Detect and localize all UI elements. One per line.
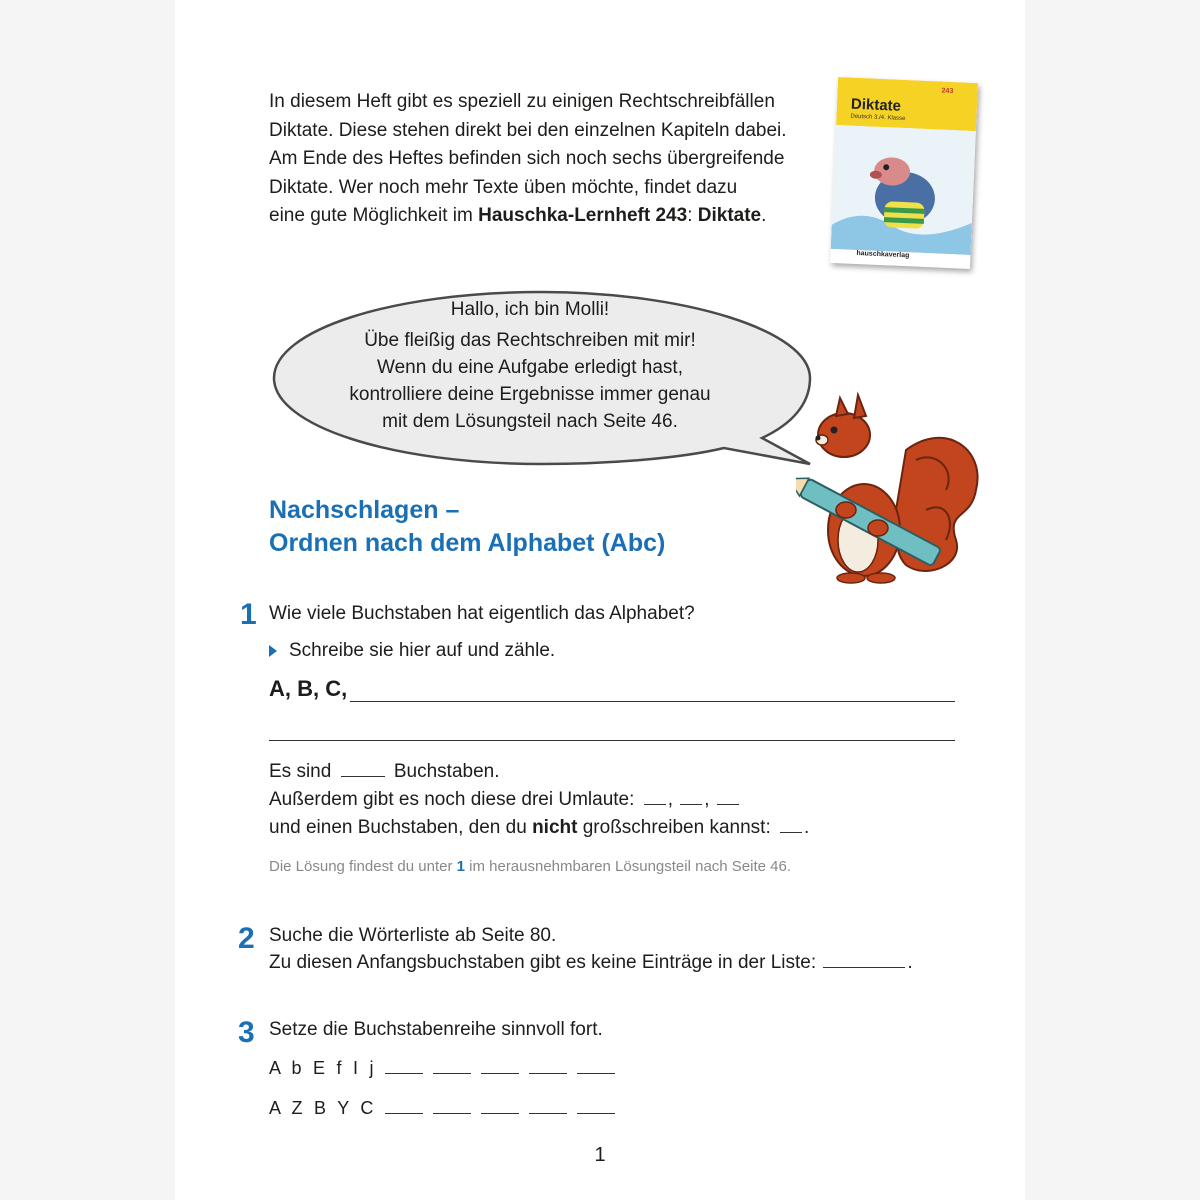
- alphabet-prefill: A, B, C,: [269, 676, 348, 701]
- sequence-blank[interactable]: [481, 1059, 519, 1074]
- sequence-blank[interactable]: [577, 1099, 615, 1114]
- umlaut-blank[interactable]: [717, 790, 739, 805]
- count-blank[interactable]: [341, 762, 385, 777]
- sentence-text: Es sind: [269, 761, 332, 782]
- sentence-text: Außerdem gibt es noch diese drei Umlaute:: [269, 789, 635, 810]
- solution-hint: [269, 858, 791, 875]
- task-number: 3: [238, 1016, 255, 1049]
- sequence-letters: A b E f I j: [269, 1058, 375, 1078]
- task-question: Setze die Buchstabenreihe sinnvoll fort.: [269, 1019, 603, 1040]
- book-subtitle: Deutsch 3./4. Klasse: [850, 113, 906, 123]
- hint-text: Die Lösung findest du unter: [269, 858, 457, 875]
- intro-paragraph: [269, 88, 829, 231]
- task-line: Zu diesen Anfangsbuchstaben gibt es keine Einträge in der Liste: .: [269, 952, 913, 973]
- count-sentence: [269, 758, 500, 785]
- sequence-blank[interactable]: [529, 1099, 567, 1114]
- task-number: 2: [238, 922, 255, 955]
- task-question: [269, 922, 913, 976]
- book-reference: Hauschka-Lernheft 243: [478, 205, 688, 226]
- sentence-text: Buchstaben.: [393, 761, 500, 782]
- hint-number: 1: [456, 858, 465, 875]
- bubble-line: Übe fleißig das Rechtschreiben mit mir!: [364, 330, 696, 351]
- umlaut-sentence: Außerdem gibt es noch diese drei Umlaute: , ,: [269, 786, 741, 813]
- bubble-line: mit dem Lösungsteil nach Seite 46.: [382, 411, 678, 432]
- task-number: 1: [240, 598, 257, 631]
- arrow-icon: [269, 645, 277, 657]
- sequence-blank[interactable]: [481, 1099, 519, 1114]
- intro-text: .: [761, 205, 767, 226]
- intro-text: :: [687, 205, 698, 226]
- instruction-text: Schreibe sie hier auf und zähle.: [289, 640, 556, 661]
- umlaut-blank[interactable]: [680, 790, 702, 805]
- intro-line: [269, 202, 829, 231]
- bubble-line: Hallo, ich bin Molli!: [450, 299, 610, 320]
- intro-line: Diktate. Diese stehen direkt bei den einzelnen Kapiteln dabei.: [269, 119, 787, 141]
- sequence-blank[interactable]: [433, 1099, 471, 1114]
- letter-sequence: [269, 1098, 625, 1119]
- hint-text: im herausnehmbaren Lösungsteil nach Seite 46.: [464, 858, 792, 875]
- sequence-blank[interactable]: [385, 1099, 423, 1114]
- letter-blank[interactable]: [780, 818, 802, 833]
- capital-sentence: und einen Buchstaben, den du nicht großschreiben kannst: .: [269, 817, 810, 838]
- bubble-line: kontrolliere deine Ergebnisse immer genau: [349, 384, 711, 405]
- sequence-blank[interactable]: [433, 1059, 471, 1074]
- sequence-blank[interactable]: [385, 1059, 423, 1074]
- hedgehog-illustration: [831, 125, 976, 255]
- book-cover: [830, 77, 978, 269]
- sentence-text: und einen Buchstaben, den du: [269, 817, 533, 838]
- intro-line: In diesem Heft gibt es speziell zu einigen Rechtschreibfällen: [269, 91, 775, 112]
- heading-line: Nachschlagen –: [269, 496, 460, 524]
- speech-bubble-text: [330, 296, 730, 435]
- page-number: 1: [594, 1144, 606, 1166]
- answer-line[interactable]: [350, 701, 955, 702]
- umlaut-blank[interactable]: [644, 790, 666, 805]
- answer-line[interactable]: [269, 740, 955, 741]
- heading-line: Ordnen nach dem Alphabet (Abc): [269, 529, 666, 557]
- section-heading: [269, 494, 665, 560]
- publisher-logo: hauschkaverlag: [856, 250, 910, 260]
- sequence-blank[interactable]: [529, 1059, 567, 1074]
- sequence-letters: A Z B Y C: [269, 1098, 374, 1118]
- bubble-line: Wenn du eine Aufgabe erledigt hast,: [377, 357, 683, 378]
- sentence-text: großschreiben kannst:: [577, 817, 771, 838]
- sequence-blank[interactable]: [577, 1059, 615, 1074]
- emphasis-text: nicht: [532, 817, 578, 838]
- squirrel-illustration: [796, 390, 986, 585]
- letters-blank[interactable]: [823, 953, 905, 968]
- task-line: Suche die Wörterliste ab Seite 80.: [269, 925, 557, 946]
- task-text: Zu diesen Anfangsbuchstaben gibt es keine Einträge in der Liste:: [269, 952, 817, 973]
- intro-line: Am Ende des Heftes befinden sich noch sechs übergreifende: [269, 148, 785, 169]
- intro-line: Diktate. Wer noch mehr Texte üben möchte, findet dazu: [269, 176, 738, 198]
- task-instruction: [269, 640, 555, 662]
- task-question: Wie viele Buchstaben hat eigentlich das Alphabet?: [269, 603, 695, 624]
- book-number: 243: [941, 87, 954, 96]
- letter-sequence: [269, 1058, 625, 1079]
- intro-text: eine gute Möglichkeit im: [269, 205, 479, 226]
- book-title: Diktate: [850, 95, 902, 115]
- book-title-reference: Diktate: [697, 205, 762, 226]
